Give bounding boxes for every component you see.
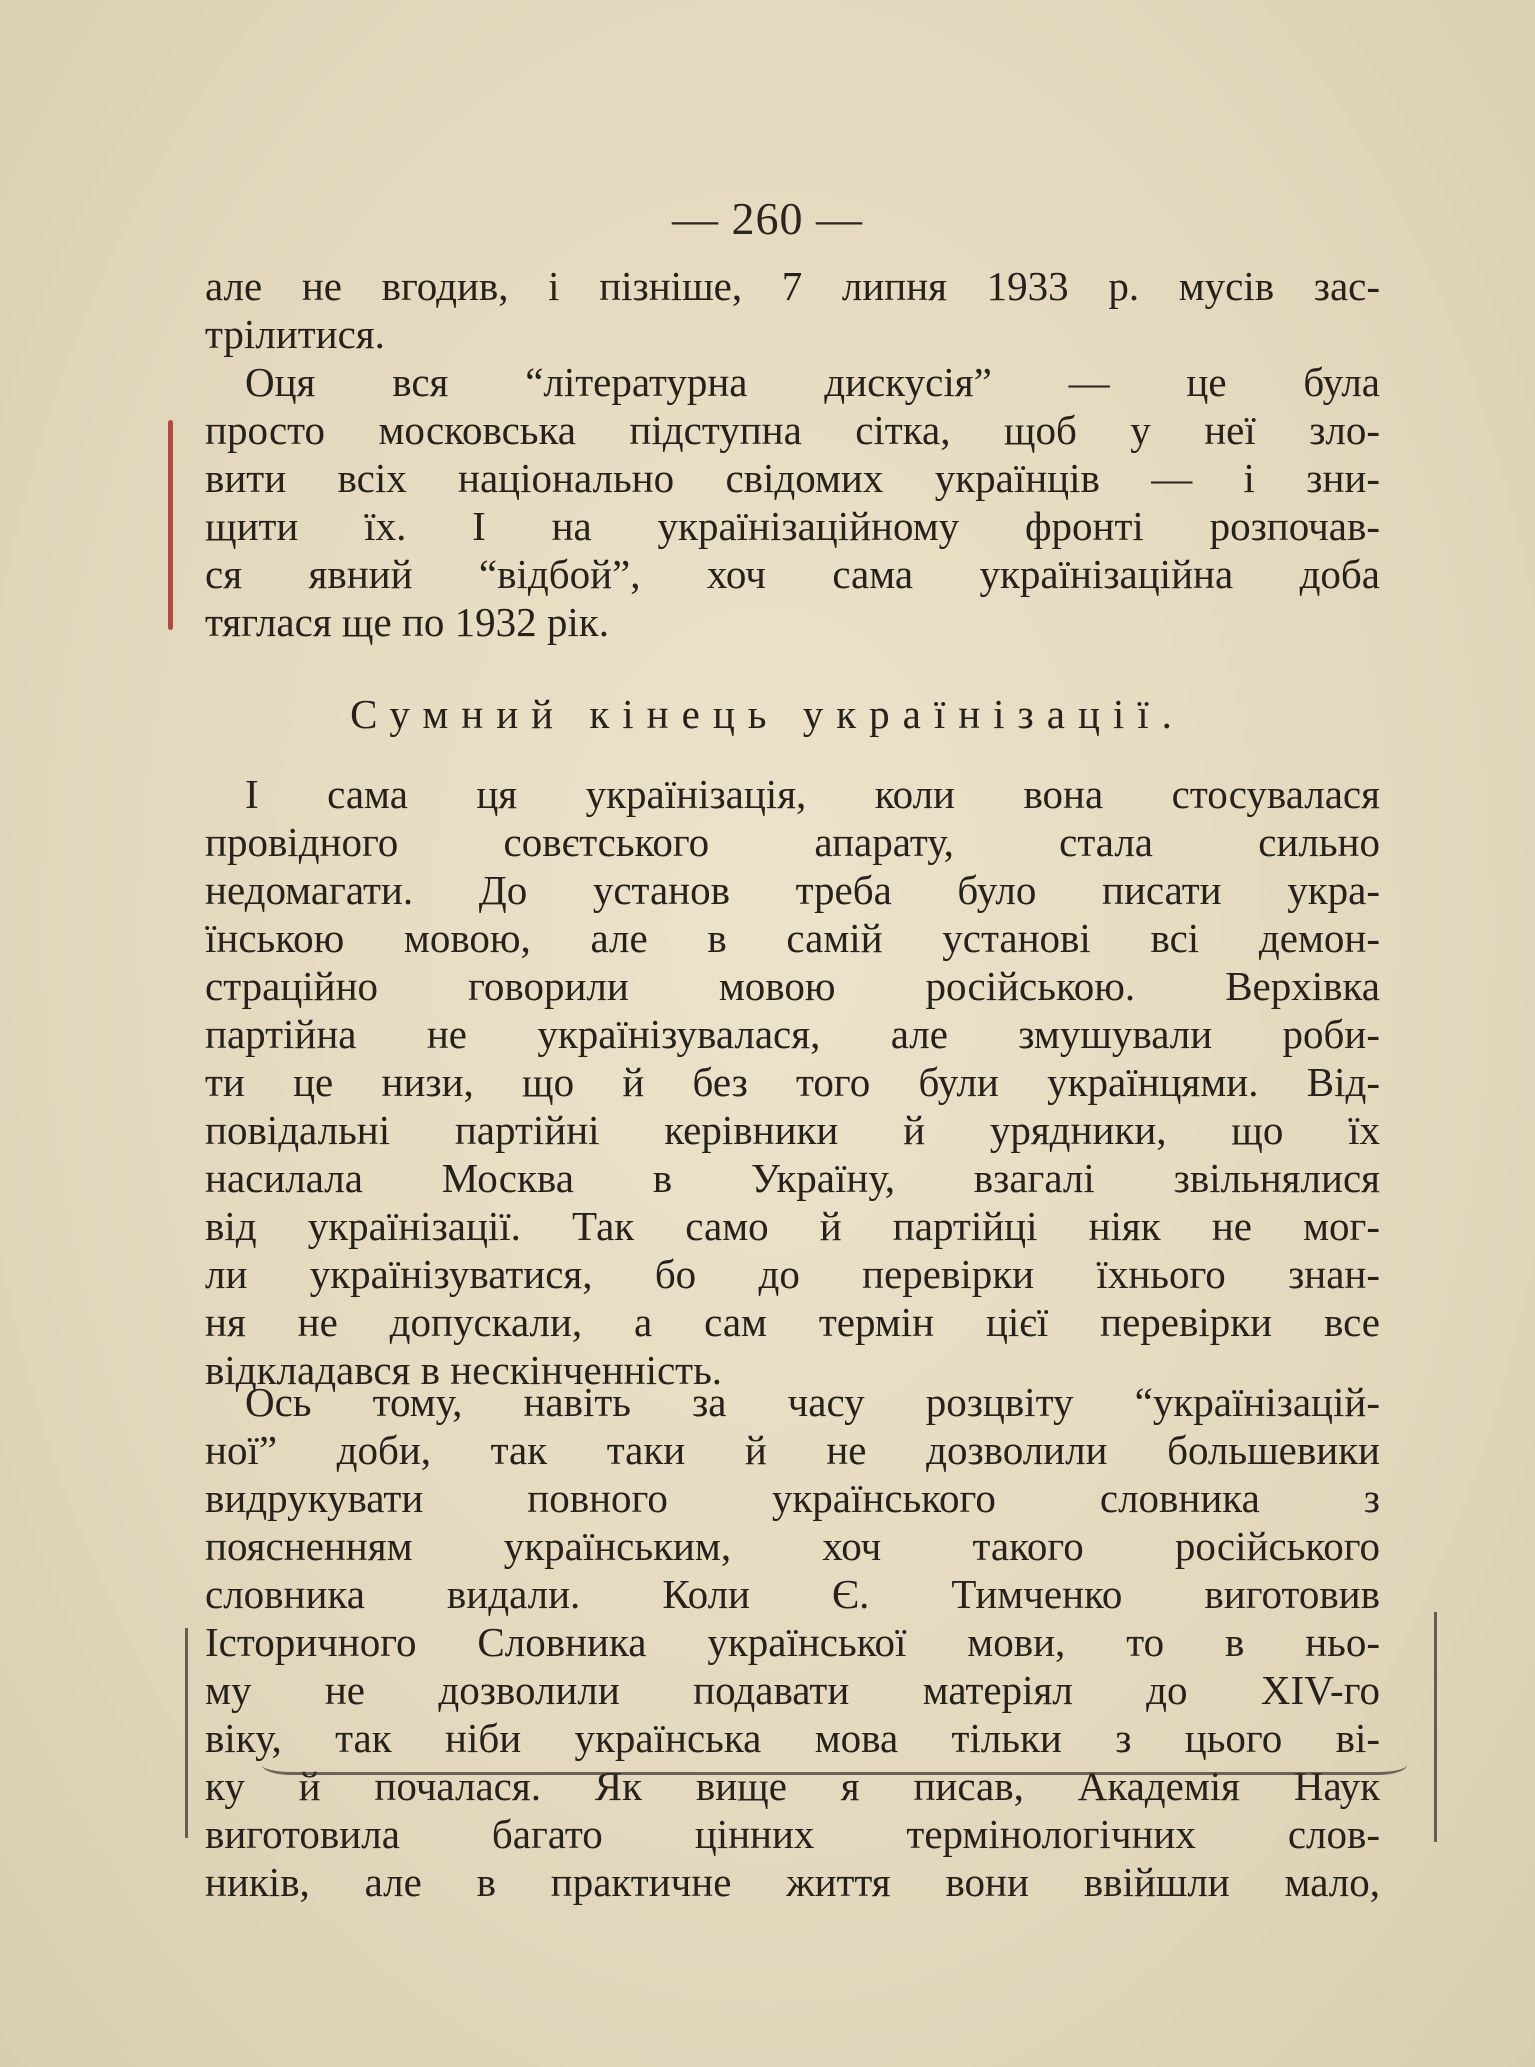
text-line: словника видали. Коли Є. Тимченко виготовив xyxy=(205,1571,1380,1617)
text-line: просто московська підступна сітка, щоб у неї зло- xyxy=(205,407,1380,453)
text-line: Історичного Словника української мови, то в ньо- xyxy=(205,1619,1380,1665)
text-line: провідного совєтського апарату, стала сильно xyxy=(205,819,1380,865)
section-title: Сумний кінець українізації. xyxy=(350,691,1185,737)
page-number: — 260 — xyxy=(672,193,863,244)
text-line: але не вгодив, і пізніше, 7 липня 1933 р. мусів зас- xyxy=(205,263,1380,309)
text-line: віку, так ніби українська мова тільки з цього ві- xyxy=(205,1715,1380,1761)
paragraph-2 xyxy=(205,358,1380,646)
text-line: щити їх. І на українізаційному фронті розпочав- xyxy=(205,503,1380,549)
text-line: І сама ця українізація, коли вона стосувалася xyxy=(245,771,1380,817)
text-line: партійна не українізувалася, але змушували роби- xyxy=(205,1011,1380,1057)
paragraph-1 xyxy=(205,262,1380,358)
text-line: від українізації. Так само й партійці ніяк не мог- xyxy=(205,1203,1380,1249)
text-line: вити всіх національно свідомих українців — і зни- xyxy=(205,455,1380,501)
right-bracket-mark xyxy=(1428,1612,1437,1842)
left-bracket-mark xyxy=(185,1628,196,1838)
text-line: насилала Москва в Україну, взагалі звільнялися xyxy=(205,1155,1380,1201)
text-line: му не дозволили подавати матеріял до XIV-го xyxy=(205,1667,1380,1713)
text-line: поясненням українським, хоч такого російського xyxy=(205,1523,1380,1569)
text-line: видрукувати повного українського словника з xyxy=(205,1475,1380,1521)
text-line: повідальні партійні керівники й урядники, що їх xyxy=(205,1107,1380,1153)
paragraph-3 xyxy=(205,770,1380,1394)
text-line: Оця вся “літературна дискусія” — це була xyxy=(245,359,1380,405)
text-line: недомагати. До установ треба було писати укра- xyxy=(205,867,1380,913)
text-line: ників, але в практичне життя вони ввійшли мало, xyxy=(205,1859,1380,1905)
text-line: ня не допускали, а сам термін цієї перевірки все xyxy=(205,1299,1380,1345)
text-line: ся явний “відбой”, хоч сама українізаційна доба xyxy=(205,551,1380,597)
text-line: тяглася ще по 1932 рік. xyxy=(205,599,609,645)
text-line: ної” доби, так таки й не дозволили большевики xyxy=(205,1427,1380,1473)
text-line: трілитися. xyxy=(205,311,385,357)
text-line: страційно говорили мовою російською. Верхівка xyxy=(205,963,1380,1009)
text-line: їнською мовою, але в самій установі всі демон- xyxy=(205,915,1380,961)
paragraph-4 xyxy=(205,1378,1380,1906)
text-line: ли українізуватися, бо до перевірки їхнього знан- xyxy=(205,1251,1380,1297)
red-margin-mark xyxy=(168,420,173,630)
text-line: ти це низи, що й без того були українцями. Від- xyxy=(205,1059,1380,1105)
text-line: виготовила багато цінних термінологічних слов- xyxy=(205,1811,1380,1857)
text-line: ку й почалася. Як вище я писав, Академія Наук xyxy=(205,1763,1380,1809)
text-line: відкладався в нескінченність. xyxy=(205,1347,723,1393)
handwritten-underline xyxy=(262,1722,1407,1775)
text-line: Ось тому, навіть за часу розцвіту “українізацій- xyxy=(245,1379,1380,1425)
